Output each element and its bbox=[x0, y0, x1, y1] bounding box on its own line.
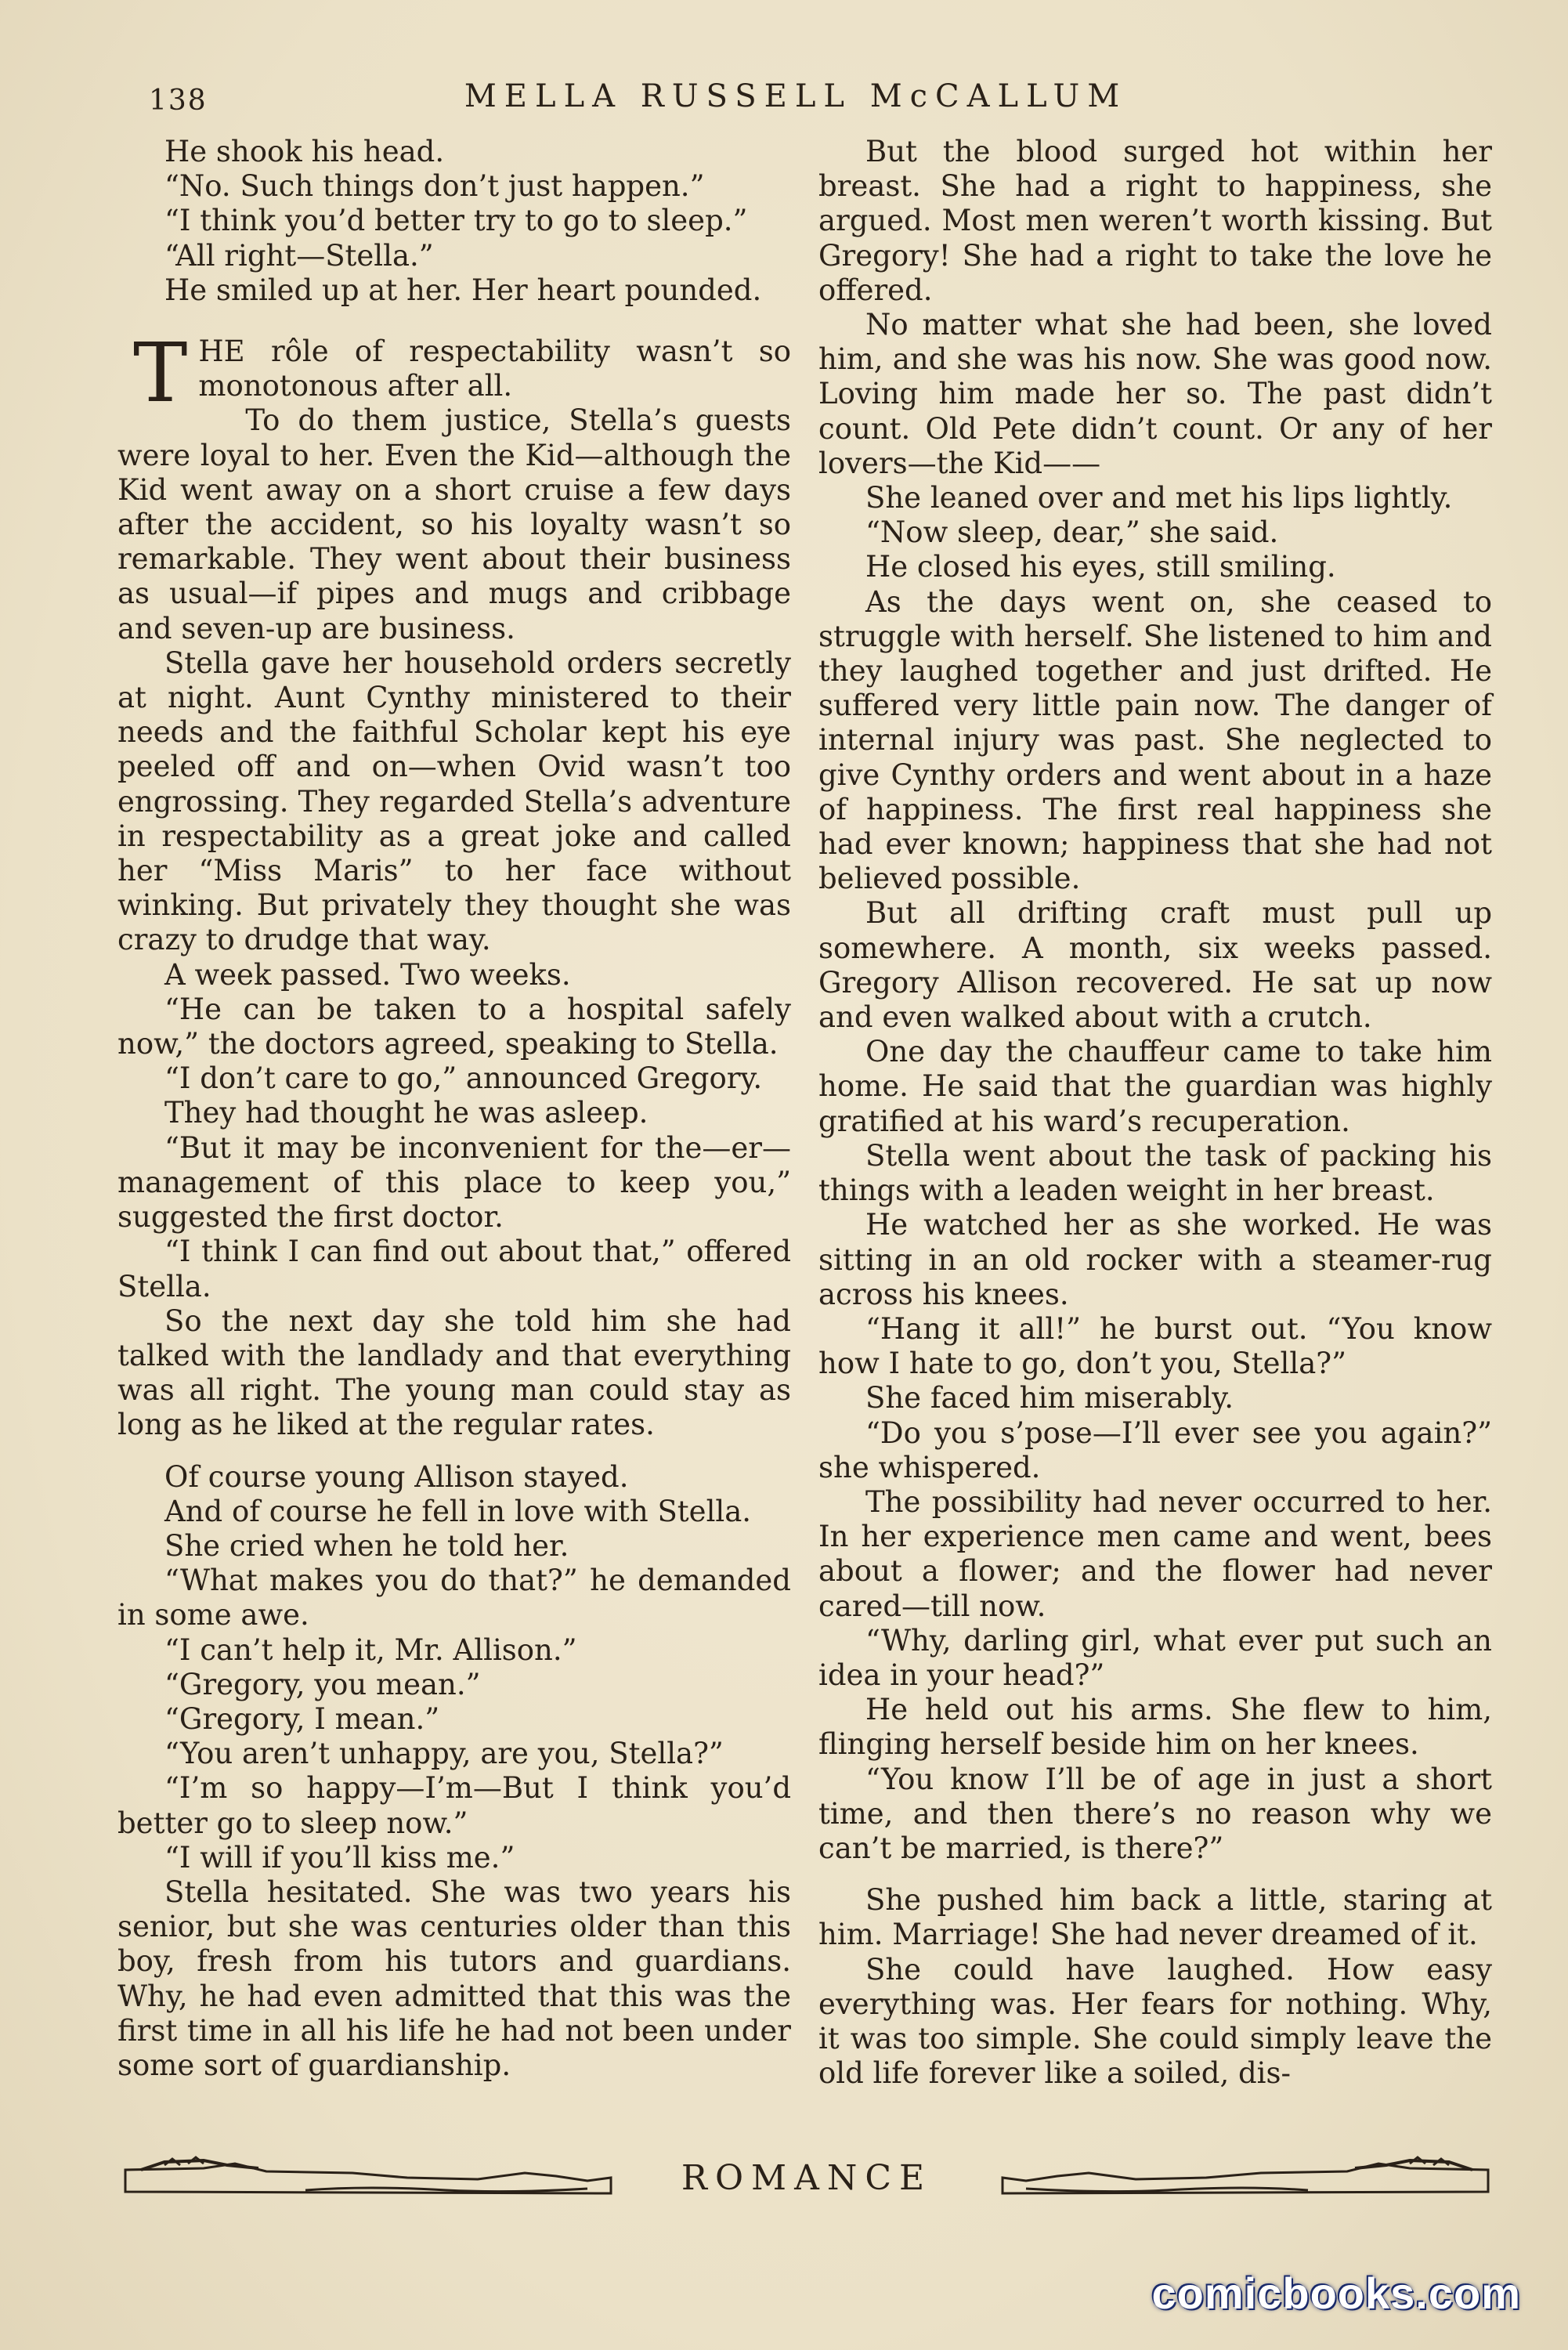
paragraph bbox=[117, 1235, 791, 1303]
paragraph-text: A week passed. Two weeks. bbox=[164, 957, 571, 992]
site-watermark: comicbooks.com bbox=[1151, 2269, 1521, 2318]
paragraph-text: Stella gave her household orders secretly at night. Aunt Cynthy ministered to their needs and the faithful Scholar kept his eye peeled off and on—when Ovid wasn’t too engrossing. They regarded Stella’s adventure in respectability as a great joke and called her “Miss Maris” to her face without winking. But privately they thought she was crazy to drudge that way. bbox=[117, 645, 791, 957]
running-head: MELLA RUSSELL McCALLUM bbox=[464, 78, 1128, 114]
paragraph-text: “Gregory, you mean.” bbox=[164, 1667, 481, 1701]
paragraph-text: The possibility had never occurred to her. In her experience men came and went, bees about a flower; and the flower had never cared—till now. bbox=[818, 1484, 1492, 1623]
paragraph-text: “I think I can find out about that,” offered Stella. bbox=[117, 1235, 791, 1303]
paragraph bbox=[818, 1624, 1492, 1693]
boat-ornament-right-icon bbox=[995, 2154, 1496, 2201]
paragraph bbox=[117, 169, 791, 204]
paragraph-text: They had thought he was asleep. bbox=[164, 1096, 649, 1130]
paragraph bbox=[818, 1416, 1492, 1485]
paragraph bbox=[818, 308, 1492, 481]
paragraph bbox=[117, 239, 791, 273]
paragraph bbox=[117, 1564, 791, 1632]
paragraph bbox=[117, 1096, 791, 1130]
paragraph bbox=[117, 1304, 791, 1443]
paragraph bbox=[818, 550, 1492, 584]
paragraph-text: “You know I’ll be of age in just a short time, and then there’s no reason why we can’t be married, is there?” bbox=[818, 1762, 1492, 1865]
paragraph-text: One day the chauffeur came to take him home. He said that the guardian was highly gratified at his ward’s recuperation. bbox=[818, 1035, 1492, 1138]
paragraph-text: “I think you’d better try to go to sleep.” bbox=[164, 204, 748, 238]
paragraph-text: She faced him miserably. bbox=[865, 1381, 1234, 1415]
paragraph-text: “Do you s’pose—I’ll ever see you again?” she whispered. bbox=[818, 1415, 1492, 1484]
paragraph-text: “What makes you do that?” he demanded in some awe. bbox=[117, 1564, 791, 1632]
paragraph-text: He watched her as she worked. He was sitting in an old rocker with a steamer-rug across his knees. bbox=[818, 1208, 1492, 1311]
paragraph bbox=[818, 1883, 1492, 1952]
paragraph bbox=[818, 1312, 1492, 1381]
paragraph bbox=[117, 204, 791, 238]
paragraph bbox=[818, 585, 1492, 897]
paragraph-text: Of course young Allison stayed. bbox=[164, 1459, 629, 1494]
paragraph bbox=[117, 1668, 791, 1702]
paragraph bbox=[117, 1841, 791, 1875]
magazine-title: ROMANCE bbox=[681, 2158, 933, 2198]
paragraph-text: So the next day she told him she had talked with the landlady and that everything was all right. The young man could stay as long as he liked at the regular rates. bbox=[117, 1303, 791, 1442]
paragraph bbox=[117, 403, 791, 645]
paragraph bbox=[818, 481, 1492, 515]
paragraph-text: “He can be taken to a hospital safely now,” the doctors agreed, speaking to Stella. bbox=[117, 992, 791, 1061]
paragraph-text: But all drifting craft must pull up somewhere. A month, six weeks passed. Gregory Allison recovered. He sat up now and even walked about with a crutch. bbox=[818, 896, 1492, 1035]
paragraph-text: “Hang it all!” he burst out. “You know how I hate to go, don’t you, Stella?” bbox=[818, 1311, 1492, 1381]
paragraph-text: He closed his eyes, still smiling. bbox=[865, 550, 1336, 584]
page-footer bbox=[117, 2135, 1496, 2221]
paragraph-text: “I’m so happy—I’m—But I think you’d better go to sleep now.” bbox=[117, 1771, 791, 1840]
paragraph-text: No matter what she had been, she loved him, and she was his now. She was good now. Loving him made her so. The past didn’t count. Old Pete didn’t count. Or any of her lovers—the Kid—— bbox=[818, 308, 1492, 480]
paragraph-text: Stella went about the task of packing his things with a leaden weight in her breast. bbox=[818, 1138, 1492, 1208]
paragraph bbox=[117, 1737, 791, 1771]
paragraph-text: She could have laughed. How easy everything was. Her fears for nothing. Why, it was too simple. She could simply leave the old life forever like a soiled, dis- bbox=[818, 1952, 1492, 2091]
paragraph-text: “I don’t care to go,” announced Gregory. bbox=[164, 1061, 763, 1096]
paragraph bbox=[117, 1495, 791, 1529]
paragraph bbox=[818, 1762, 1492, 1867]
paragraph bbox=[818, 515, 1492, 550]
paragraph bbox=[117, 1529, 791, 1564]
paragraph-text: She pushed him back a little, staring at him. Marriage! She had never dreamed of it. bbox=[818, 1883, 1492, 1952]
paragraph-text: To do them justice, Stella’s guests were loyal to her. Even the Kid—although the Kid went away on a short cruise a few days after the accident, so his loyalty wasn’t so remarkable. They went about their business as usual—if pipes and mugs and cribbage and seven-up are business. bbox=[117, 403, 791, 645]
paragraph bbox=[818, 1381, 1492, 1415]
paragraph-text: “I will if you’ll kiss me.” bbox=[164, 1840, 515, 1875]
paragraph bbox=[117, 273, 791, 308]
text-column-left bbox=[117, 135, 791, 2083]
paragraph bbox=[818, 1693, 1492, 1762]
paragraph-text: He smiled up at her. Her heart pounded. bbox=[164, 273, 762, 307]
paragraph-text: “You aren’t unhappy, are you, Stella?” bbox=[164, 1737, 724, 1771]
paragraph bbox=[818, 1035, 1492, 1139]
paragraph bbox=[117, 1875, 791, 2083]
paragraph bbox=[818, 1485, 1492, 1624]
paragraph bbox=[117, 1061, 791, 1096]
paragraph-text: “I can’t help it, Mr. Allison.” bbox=[164, 1632, 577, 1667]
paragraph bbox=[818, 896, 1492, 1035]
paragraph bbox=[117, 1771, 791, 1840]
paragraph bbox=[117, 1460, 791, 1495]
paragraph-text: “Gregory, I mean.” bbox=[164, 1701, 440, 1736]
paragraph-text: And of course he fell in love with Stella. bbox=[164, 1494, 752, 1528]
paragraph bbox=[818, 1208, 1492, 1312]
paragraph-text: He shook his head. bbox=[164, 135, 445, 168]
page-number: 138 bbox=[149, 85, 208, 117]
paragraph bbox=[818, 1139, 1492, 1208]
paragraph bbox=[117, 992, 791, 1061]
paragraph-text: He held out his arms. She flew to him, flinging herself beside him on her knees. bbox=[818, 1693, 1492, 1762]
paragraph bbox=[117, 958, 791, 992]
paragraph-text: But the blood surged hot within her breast. She had a right to happiness, she argued. Most men weren’t worth kissing. But Gregory! She had a right to take the love he offered. bbox=[818, 135, 1492, 307]
text-column-right bbox=[818, 135, 1492, 2091]
page-header bbox=[125, 78, 1466, 125]
paragraph-text: As the days went on, she ceased to struggle with herself. She listened to him and they laughed together and just drifted. He suffered very little pain now. The danger of internal injury was past. She neglected to give Cynthy orders and went about in a haze of happiness. The first real happiness she had ever known; happiness that she had not believed possible. bbox=[818, 584, 1492, 896]
paragraph bbox=[117, 325, 791, 421]
paragraph bbox=[117, 1131, 791, 1235]
paragraph-text: HE rôle of respectability wasn’t so monotonous after all. bbox=[198, 334, 791, 403]
paragraph bbox=[117, 1633, 791, 1668]
paragraph-text: “All right—Stella.” bbox=[164, 238, 434, 273]
paragraph-text: She leaned over and met his lips lightly. bbox=[865, 481, 1453, 515]
paragraph-text: Stella hesitated. She was two years his senior, but she was centuries older than this boy, fresh from his tutors and guardians. Why, he had even admitted that this was the first time in all his life he had not been under some sort of guardianship. bbox=[117, 1875, 791, 2082]
paragraph bbox=[818, 135, 1492, 308]
paragraph-text: She cried when he told her. bbox=[164, 1528, 569, 1563]
paragraph-text: “But it may be inconvenient for the—er—management of this place to keep you,” suggested the first doctor. bbox=[117, 1130, 791, 1235]
paragraph bbox=[117, 135, 791, 169]
paragraph-text: “Now sleep, dear,” she said. bbox=[865, 515, 1279, 550]
paragraph bbox=[117, 646, 791, 958]
paragraph bbox=[818, 1953, 1492, 2092]
paragraph-text: “Why, darling girl, what ever put such an idea in your head?” bbox=[818, 1623, 1492, 1692]
paragraph bbox=[117, 1702, 791, 1737]
drop-cap: T bbox=[133, 325, 188, 421]
paragraph-text: “No. Such things don’t just happen.” bbox=[164, 169, 705, 204]
